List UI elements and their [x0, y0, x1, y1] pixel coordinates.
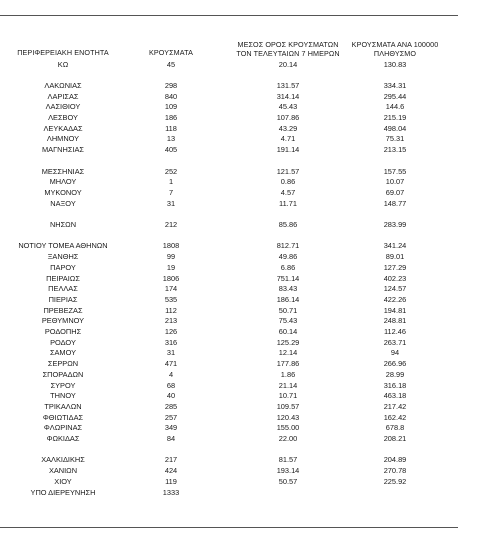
avg-cell: 751.14 [276, 273, 300, 283]
avg-cell: 191.14 [276, 145, 300, 155]
per100k-cell: 10.07 [385, 177, 405, 187]
avg-cell: 131.57 [276, 80, 300, 90]
per100k-cell: 130.83 [383, 59, 407, 69]
cases-cell: 45 [166, 59, 176, 69]
avg-cell: 177.86 [276, 359, 300, 369]
region-cell: ΦΩΚΙΔΑΣ [46, 434, 80, 443]
region-cell: ΛΕΥΚΑΔΑΣ [43, 123, 83, 133]
top-rule [0, 15, 458, 16]
per100k-cell: 148.77 [383, 198, 407, 208]
header-cases: ΚΡΟΥΣΜΑΤΑ [149, 48, 193, 57]
cases-cell: 7 [168, 187, 174, 197]
region-cell: ΤΗΝΟΥ [50, 391, 76, 401]
region-cell: ΛΑΣΙΘΙΟΥ [45, 102, 81, 112]
cases-cell: 212 [164, 220, 178, 229]
per100k-cell: 295.44 [383, 91, 407, 101]
cases-cell: 252 [164, 166, 178, 176]
region-cell: ΝΑΞΟΥ [50, 198, 76, 208]
cases-cell: 1333 [162, 487, 180, 497]
cases-cell: 316 [164, 337, 178, 347]
per100k-cell: 498.04 [383, 123, 407, 133]
avg-cell: 1.86 [280, 369, 296, 379]
avg-cell: 0.86 [280, 177, 296, 187]
cases-cell: 68 [166, 380, 176, 390]
per100k-cell: 334.31 [383, 80, 407, 90]
avg-cell: 11.71 [279, 198, 297, 208]
region-cell: ΣΕΡΡΩΝ [47, 359, 79, 369]
per100k-cell: 402.23 [383, 273, 407, 283]
per100k-cell: 94 [390, 348, 400, 358]
avg-cell: 45.43 [278, 102, 298, 112]
per100k-cell: 157.55 [383, 166, 407, 176]
cases-cell: 1806 [162, 273, 180, 283]
cases-cell: 19 [166, 262, 176, 272]
avg-cell: 12.14 [278, 348, 298, 358]
per100k-cell: 225.92 [383, 476, 407, 486]
cases-cell: 118 [165, 123, 177, 133]
cases-cell: 840 [164, 91, 178, 101]
avg-cell: 49.86 [278, 252, 298, 262]
cases-cell: 213 [164, 316, 178, 326]
cases-cell: 349 [164, 423, 178, 433]
cases-cell: 119 [165, 476, 177, 486]
region-cell: ΛΗΜΝΟΥ [46, 134, 80, 144]
cases-cell: 99 [166, 252, 176, 262]
region-cell: ΤΡΙΚΑΛΩΝ [44, 401, 82, 411]
region-cell: ΡΕΘΥΜΝΟΥ [41, 316, 85, 326]
per100k-cell: 124.57 [383, 284, 407, 294]
region-cell: ΡΟΔΟΠΗΣ [44, 327, 82, 336]
region-cell: ΣΥΡΟΥ [50, 380, 76, 390]
avg-cell: 812.71 [276, 241, 300, 251]
region-cell: ΦΘΙΩΤΙΔΑΣ [42, 412, 84, 422]
per100k-cell: 162.42 [383, 412, 407, 422]
region-cell: ΧΑΝΙΩΝ [48, 466, 78, 476]
avg-cell: 50.57 [278, 476, 298, 486]
region-cell: ΛΑΡΙΣΑΣ [47, 91, 79, 101]
per100k-cell: 215.19 [383, 113, 407, 122]
per100k-cell: 248.81 [383, 316, 407, 326]
avg-cell: 125.29 [276, 337, 300, 347]
cases-cell: 31 [166, 348, 176, 358]
region-cell: ΠΙΕΡΙΑΣ [48, 294, 78, 304]
header-per100k-line2: ΠΛΗΘΥΣΜΟ [373, 49, 417, 58]
avg-cell: 43.29 [278, 123, 298, 133]
avg-cell: 22.00 [278, 434, 298, 443]
region-cell: ΝΗΣΩΝ [49, 220, 77, 229]
avg-cell: 10.71 [278, 391, 298, 401]
avg-cell: 193.14 [276, 466, 300, 476]
avg-cell: 85.86 [278, 220, 298, 229]
per100k-cell: 463.18 [383, 391, 407, 401]
per100k-cell: 208.21 [383, 434, 407, 443]
region-cell: ΧΙΟΥ [54, 476, 72, 486]
cases-cell: 109 [164, 102, 178, 112]
cases-cell: 186 [164, 113, 178, 122]
avg-cell: 83.43 [278, 284, 298, 294]
region-cell: ΠΡΕΒΕΖΑΣ [43, 305, 83, 315]
region-cell: ΣΠΟΡΑΔΩΝ [42, 369, 84, 379]
avg-cell: 75.43 [278, 316, 298, 326]
cases-cell: 471 [164, 359, 178, 369]
avg-cell: 186.14 [276, 294, 300, 304]
region-cell: ΝΟΤΙΟΥ ΤΟΜΕΑ ΑΘΗΝΩΝ [18, 241, 108, 251]
per100k-cell: 678.8 [385, 423, 405, 433]
avg-cell: 21.14 [278, 380, 298, 390]
avg-cell: 121.57 [276, 166, 300, 176]
cases-cell: 217 [164, 455, 178, 465]
per100k-cell: 341.24 [383, 241, 407, 251]
cases-cell: 31 [166, 198, 176, 208]
per100k-cell: 263.71 [383, 337, 407, 347]
avg-cell: 155.00 [276, 423, 300, 433]
per100k-cell: 270.78 [383, 466, 407, 476]
per100k-cell: 112.46 [383, 327, 407, 336]
header-region: ΠΕΡΙΦΕΡΕΙΑΚΗ ΕΝΟΤΗΤΑ [17, 48, 109, 57]
cases-cell: 4 [168, 369, 174, 379]
region-cell: ΚΩ [57, 59, 69, 69]
region-cell: ΧΑΛΚΙΔΙΚΗΣ [41, 455, 85, 465]
per100k-cell: 283.99 [383, 220, 407, 229]
cases-cell: 174 [164, 284, 178, 294]
cases-cell: 1 [168, 177, 174, 187]
avg-cell: 20.14 [278, 59, 298, 69]
per100k-cell: 213.15 [383, 145, 407, 155]
cases-cell: 40 [166, 391, 176, 401]
region-cell: ΡΟΔΟΥ [50, 337, 76, 347]
avg-cell: 50.71 [278, 305, 298, 315]
avg-cell: 314.14 [276, 91, 300, 101]
header-per100k-line1: ΚΡΟΥΣΜΑΤΑ ΑΝΑ 100000 [351, 40, 439, 49]
region-cell: ΜΕΣΣΗΝΙΑΣ [41, 166, 85, 176]
cases-cell: 112 [165, 305, 177, 315]
cases-cell: 535 [164, 294, 178, 304]
header-avg-line2: ΤΟΝ ΤΕΛΕΥΤΑΙΩΝ 7 ΗΜΕΡΩΝ [236, 49, 340, 58]
cases-cell: 285 [164, 401, 178, 411]
per100k-cell: 217.42 [383, 401, 407, 411]
per100k-cell: 127.29 [383, 262, 407, 272]
region-cell: ΦΛΩΡΙΝΑΣ [43, 423, 83, 433]
region-cell: ΠΕΙΡΑΙΩΣ [46, 273, 80, 283]
per100k-cell: 316.18 [383, 380, 407, 390]
avg-cell: 4.71 [280, 134, 296, 144]
region-cell: ΣΑΜΟΥ [49, 348, 77, 358]
cases-cell: 13 [166, 134, 176, 144]
region-cell: ΜΗΛΟΥ [49, 177, 77, 187]
header-avg-line1: ΜΕΣΟΣ ΟΡΟΣ ΚΡΟΥΣΜΑΤΩΝ [237, 40, 339, 49]
per100k-cell: 75.31 [385, 134, 405, 144]
region-cell: ΠΑΡΟΥ [50, 262, 76, 272]
cases-cell: 298 [164, 80, 178, 90]
cases-cell: 1808 [162, 241, 180, 251]
avg-cell: 109.57 [276, 401, 300, 411]
bottom-rule [0, 527, 458, 528]
cases-cell: 84 [166, 434, 176, 443]
per100k-cell: 69.07 [385, 187, 405, 197]
avg-cell: 81.57 [278, 455, 298, 465]
per100k-cell: 204.89 [383, 455, 407, 465]
per100k-cell: 144.6 [385, 102, 405, 112]
avg-cell: 4.57 [280, 187, 296, 197]
cases-cell: 257 [164, 412, 178, 422]
region-cell: ΞΑΝΘΗΣ [47, 252, 79, 262]
region-cell: ΛΑΚΩΝΙΑΣ [44, 80, 82, 90]
avg-cell: 6.86 [280, 262, 296, 272]
region-cell: ΠΕΛΛΑΣ [48, 284, 78, 294]
avg-cell: 60.14 [278, 327, 298, 336]
cases-cell: 424 [164, 466, 178, 476]
avg-cell: 120.43 [276, 412, 300, 422]
avg-cell: 107.86 [276, 113, 300, 122]
region-cell: ΜΥΚΟΝΟΥ [44, 187, 82, 197]
region-cell: ΛΕΣΒΟΥ [48, 113, 78, 122]
region-cell: ΜΑΓΝΗΣΙΑΣ [42, 145, 84, 155]
per100k-cell: 89.01 [385, 252, 405, 262]
region-cell: ΥΠΟ ΔΙΕΡΕΥΝΗΣΗ [30, 487, 96, 497]
per100k-cell: 194.81 [383, 305, 407, 315]
per100k-cell: 422.26 [383, 294, 407, 304]
per100k-cell: 28.99 [385, 369, 405, 379]
cases-cell: 126 [164, 327, 178, 336]
cases-cell: 405 [164, 145, 178, 155]
per100k-cell: 266.96 [383, 359, 407, 369]
